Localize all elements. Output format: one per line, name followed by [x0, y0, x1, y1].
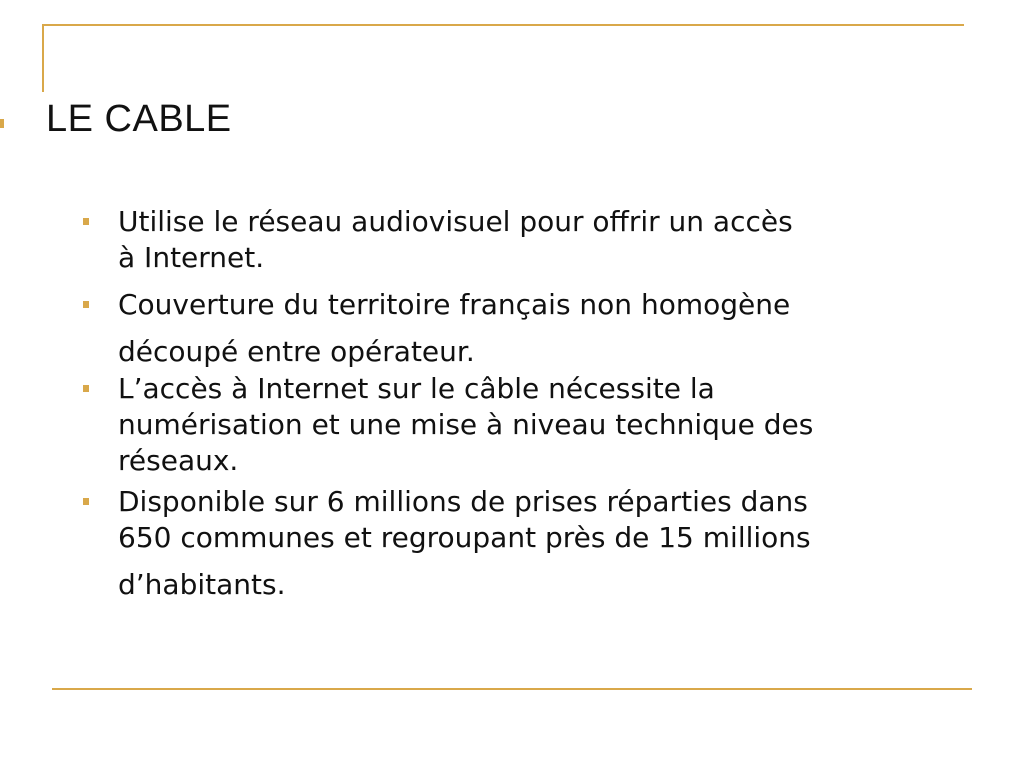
- square-bullet-icon: [83, 498, 89, 505]
- bullet-item: [82, 287, 982, 370]
- square-bullet-icon: [83, 218, 89, 225]
- title-marker: [0, 119, 4, 128]
- bullet-item: [82, 371, 982, 479]
- bullet-line: découpé entre opérateur.: [118, 335, 475, 368]
- bullet-item: [82, 204, 982, 276]
- bullet-line: 650 communes et regroupant près de 15 millions: [118, 521, 811, 554]
- frame-top-rule: [42, 24, 964, 26]
- bullet-line: Utilise le réseau audiovisuel pour offrir un accès: [118, 205, 793, 238]
- bullet-line: Disponible sur 6 millions de prises réparties dans: [118, 485, 808, 518]
- bullet-line: numérisation et une mise à niveau technique des: [118, 408, 814, 441]
- bullet-item: [82, 484, 982, 603]
- frame-left-rule: [42, 24, 44, 92]
- slide-title: LE CABLE: [46, 98, 232, 140]
- square-bullet-icon: [83, 385, 89, 392]
- bullet-list: [82, 204, 982, 603]
- bullet-line: réseaux.: [118, 444, 239, 477]
- bullet-line: d’habitants.: [118, 568, 286, 601]
- frame-bottom-rule: [52, 688, 972, 690]
- square-bullet-icon: [83, 301, 89, 308]
- bullet-line: à Internet.: [118, 241, 265, 274]
- bullet-line: Couverture du territoire français non homogène: [118, 288, 791, 321]
- bullet-line: L’accès à Internet sur le câble nécessite la: [118, 372, 715, 405]
